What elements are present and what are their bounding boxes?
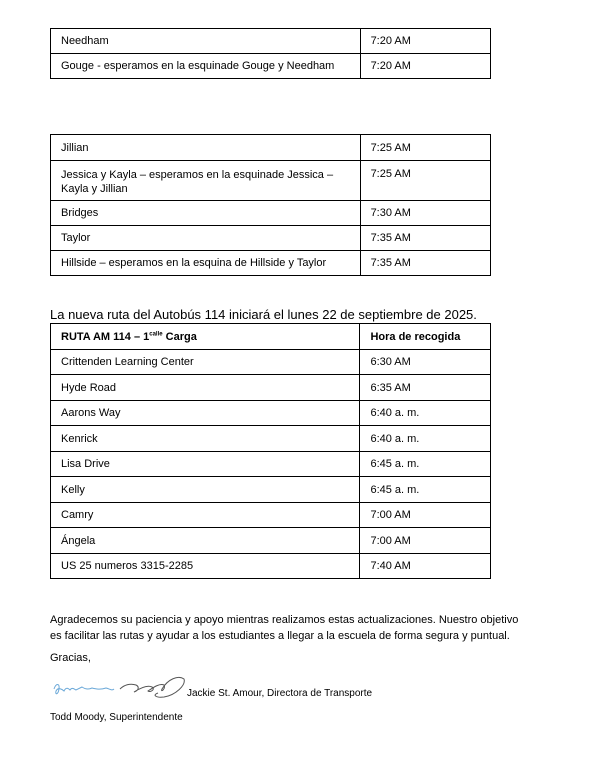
- superintendent-name: Todd Moody, Superintendente: [50, 712, 183, 723]
- stop-cell: Kenrick: [51, 426, 360, 452]
- signer-name: Jackie St. Amour, Directora de Transporte: [187, 688, 373, 699]
- stop-cell: Lisa Drive: [51, 452, 360, 477]
- route-notice: La nueva ruta del Autobús 114 iniciará el lunes 22 de septiembre de 2025.: [50, 307, 477, 322]
- table-row: [51, 201, 491, 226]
- table-row: [51, 528, 491, 554]
- table-row: [51, 554, 491, 579]
- thanks-text: Gracias,: [50, 652, 91, 664]
- stop-cell: Jillian: [51, 135, 361, 161]
- table-row: [51, 161, 491, 201]
- stop-cell: Hillside – esperamos en la esquina de Hillside y Taylor: [51, 251, 361, 276]
- route-header-text: RUTA AM 114 – 1: [61, 330, 150, 343]
- pickup-time-header: Hora de recogida: [360, 324, 491, 350]
- route-header: [51, 324, 360, 350]
- table-row: [51, 503, 491, 528]
- stop-cell: Hyde Road: [51, 375, 360, 401]
- time-cell: 6:45 a. m.: [360, 452, 491, 477]
- table-row: [51, 29, 491, 54]
- stop-cell: Aarons Way: [51, 401, 360, 426]
- stop-cell: Gouge - esperamos en la esquinade Gouge y Needham: [51, 54, 361, 79]
- signature-image: [52, 665, 187, 703]
- table-row: [51, 426, 491, 452]
- time-cell: 7:00 AM: [360, 503, 491, 528]
- route-header-suffix: Carga: [162, 330, 197, 343]
- signature-stroke-dark: [120, 677, 184, 697]
- table-row: [51, 135, 491, 161]
- stop-cell: Needham: [51, 29, 361, 54]
- stop-cell: US 25 numeros 3315-2285: [51, 554, 360, 579]
- table-row: [51, 452, 491, 477]
- stop-cell: Camry: [51, 503, 360, 528]
- time-cell: 6:45 a. m.: [360, 477, 491, 503]
- table-row: [51, 251, 491, 276]
- stop-cell: Taylor: [51, 226, 361, 251]
- table-row: [51, 477, 491, 503]
- stop-line-1: Jessica y Kayla – esperamos en la esquinade Jessica –: [61, 169, 334, 181]
- schedule-table-1: [50, 28, 491, 79]
- time-cell: 7:00 AM: [360, 528, 491, 554]
- time-cell: 6:35 AM: [360, 375, 491, 401]
- time-cell: 6:40 a. m.: [360, 401, 491, 426]
- time-cell: 7:20 AM: [360, 54, 490, 79]
- time-cell: 7:25 AM: [360, 161, 490, 201]
- signature-stroke-blue: [54, 685, 114, 694]
- table-row: [51, 350, 491, 375]
- route-header-sup: calle: [149, 330, 163, 337]
- route-114-table: [50, 323, 491, 579]
- time-cell: 7:30 AM: [360, 201, 490, 226]
- time-cell: 7:40 AM: [360, 554, 491, 579]
- stop-cell: [51, 161, 361, 201]
- time-cell: 7:35 AM: [360, 226, 490, 251]
- stop-line-2: Kayla y Jillian: [61, 183, 128, 195]
- time-cell: 6:30 AM: [360, 350, 491, 375]
- time-cell: 7:25 AM: [360, 135, 490, 161]
- table-row: [51, 54, 491, 79]
- table-row: [51, 226, 491, 251]
- table-row: [51, 375, 491, 401]
- stop-cell: Ángela: [51, 528, 360, 554]
- closing-paragraph: Agradecemos su paciencia y apoyo mientras realizamos estas actualizaciones. Nuestro objetivo es facilitar las rutas y ayudar a los estudiantes a llegar a la escuela de forma segura y puntual.: [50, 614, 519, 642]
- stop-cell: Kelly: [51, 477, 360, 503]
- time-cell: 7:20 AM: [360, 29, 490, 54]
- table-header-row: [51, 324, 491, 350]
- stop-cell: Bridges: [51, 201, 361, 226]
- schedule-table-2: [50, 134, 491, 276]
- stop-cell: Crittenden Learning Center: [51, 350, 360, 375]
- table-row: [51, 401, 491, 426]
- time-cell: 7:35 AM: [360, 251, 490, 276]
- time-cell: 6:40 a. m.: [360, 426, 491, 452]
